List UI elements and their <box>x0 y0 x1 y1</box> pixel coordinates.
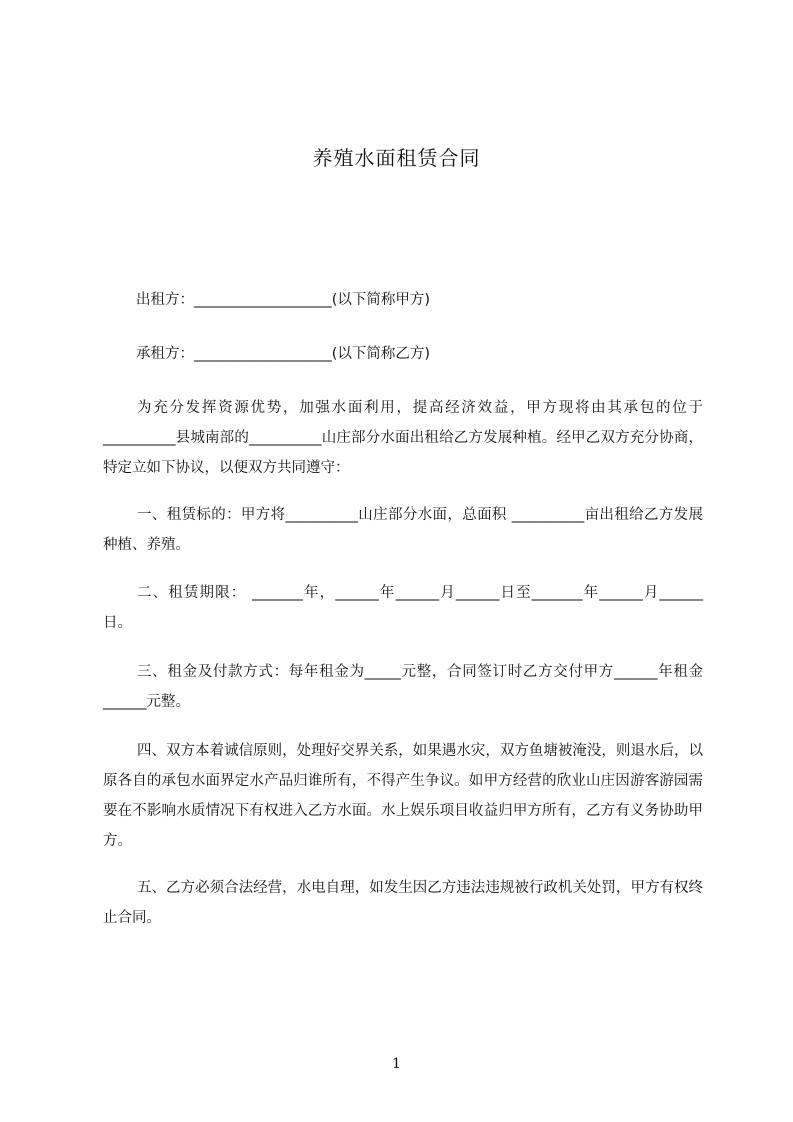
lessor-line: 出租方：___________________(以下简称甲方) <box>136 292 431 308</box>
page-number: 1 <box>392 1056 401 1072</box>
clause-4-boundary-flood: 四、双方本着诚信原则，处理好交界关系，如果遇水灾，双方鱼塘被淹没，则退水后，以原各自的承包水面界定水产品归谁所有，不得产生争议。如甲方经营的欣业山庄因游客游园需要在不影响水质情况下有权进入乙方水面。水上娱乐项目收益归甲方所有，乙方有义务协助甲方。 <box>103 743 703 849</box>
clause-1-lease-subject: 一、租赁标的：甲方将__________山庄部分水面，总面积 __________亩出租给乙方发展种植、养殖。 <box>103 507 703 553</box>
page-title: 养殖水面租赁合同 <box>312 146 481 170</box>
intro-paragraph: 为充分发挥资源优势，加强水面利用，提高经济效益，甲方现将由其承包的位于__________县城南部的__________山庄部分水面出租给乙方发展种植。经甲乙双方充分协商，特定立如下协议，以便双方共同遵守： <box>103 400 703 476</box>
clause-5-legal-operation: 五、乙方必须合法经营，水电自理，如发生因乙方违法违规被行政机关处罚，甲方有权终止合同。 <box>103 880 703 926</box>
lessee-line: 承租方：___________________(以下简称乙方) <box>136 346 431 362</box>
clause-2-lease-term: 二、租赁期限： _______年，______年______月______日至_______年______月______日。 <box>103 585 703 631</box>
clause-3-rent-payment: 三、租金及付款方式：每年租金为_____元整，合同签订时乙方交付甲方______年租金______元整。 <box>103 664 703 710</box>
